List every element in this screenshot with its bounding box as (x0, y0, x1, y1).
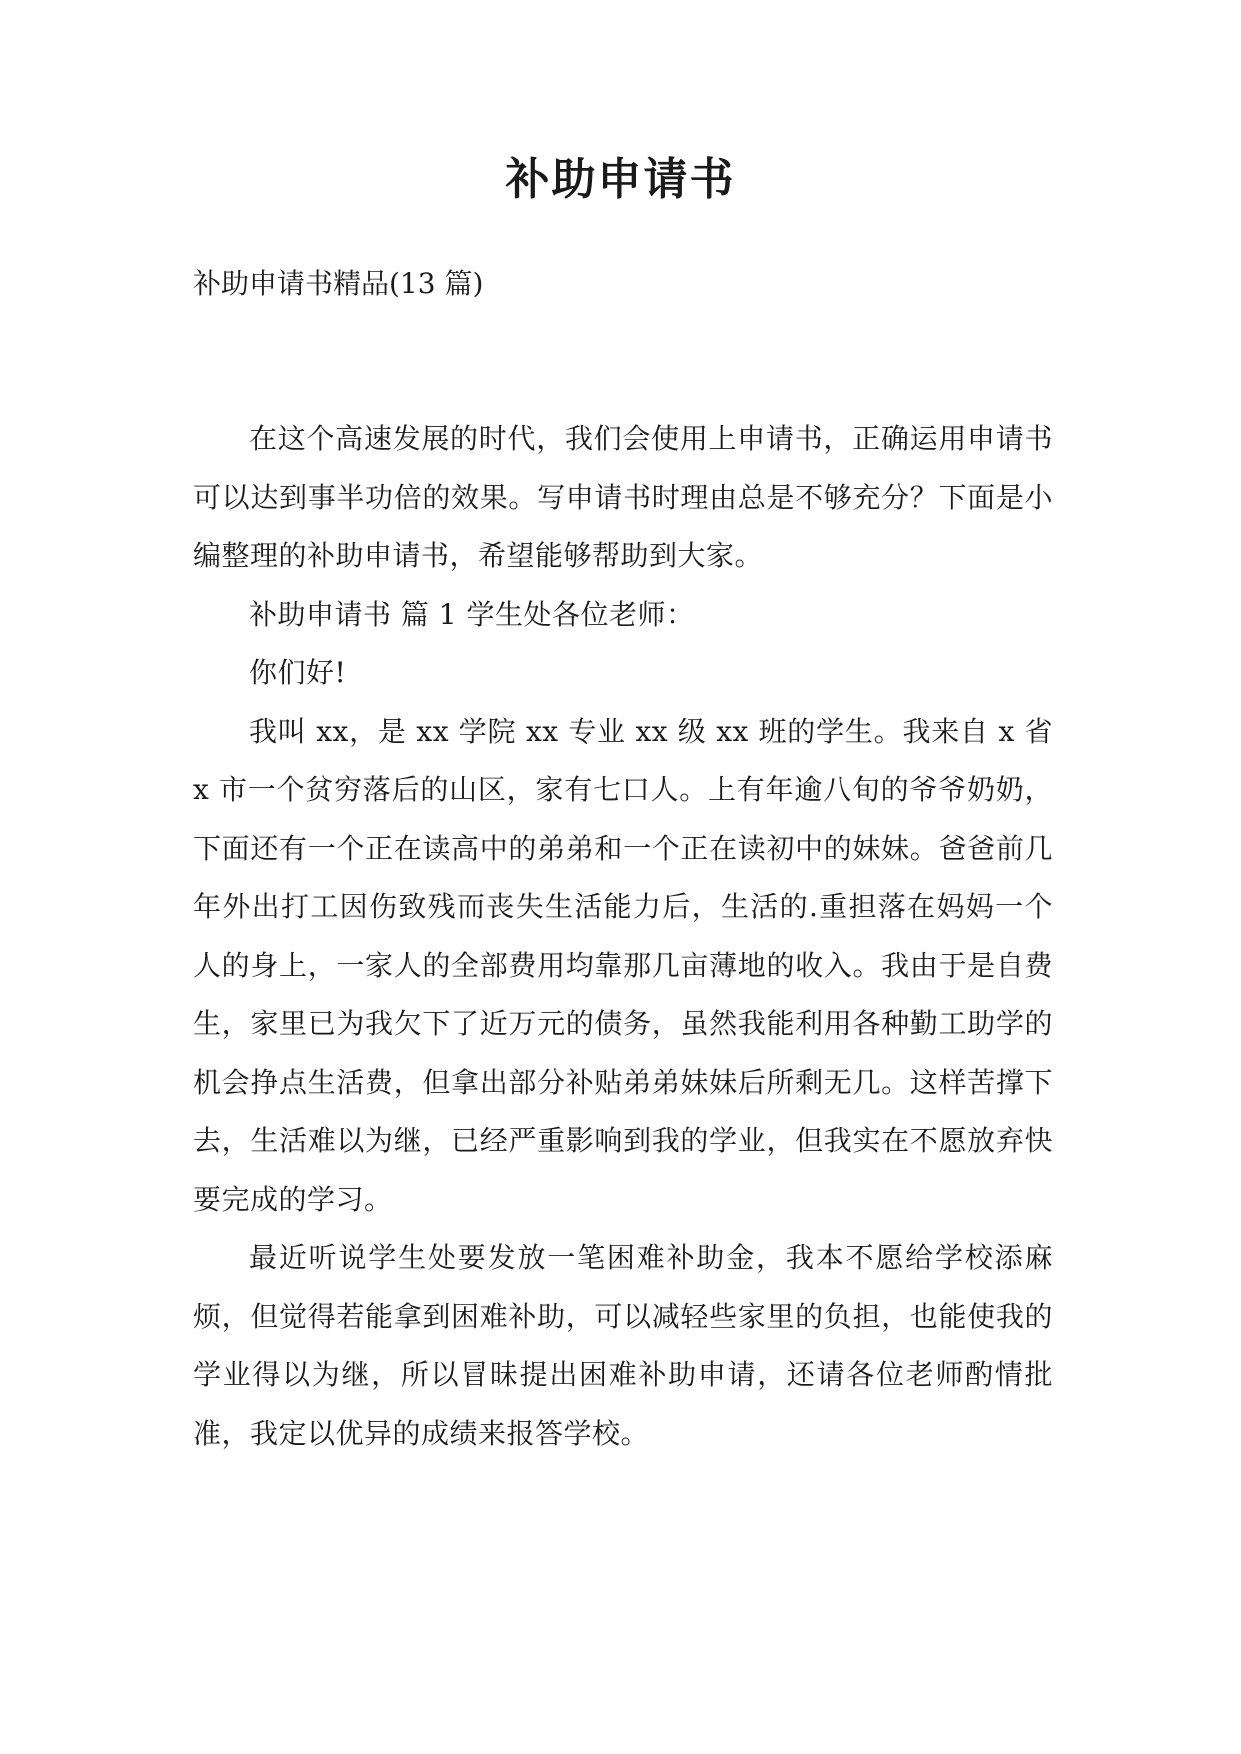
paragraph-request: 最近听说学生处要发放一笔困难补助金，我本不愿给学校添麻烦，但觉得若能拿到困难补助，可以减轻些家里的负担，也能使我的学业得以为继，所以冒昧提出困难补助申请，还请各位老师酌情批准，我定以优异的成绩来报答学校。 (193, 1241, 1053, 1450)
paragraph-intro: 在这个高速发展的时代，我们会使用上申请书，正确运用申请书可以达到事半功倍的效果。写申请书时理由总是不够充分？下面是小编整理的补助申请书，希望能够帮助到大家。 (193, 422, 1053, 572)
document-body (193, 410, 1053, 1463)
document-subtitle: 补助申请书精品(13 篇) (193, 267, 484, 300)
paragraph-salutation: 补助申请书 篇 1 学生处各位老师： (249, 597, 695, 631)
document-title: 补助申请书 (505, 154, 736, 205)
paragraph-background: 我叫 xx，是 xx 学院 xx 专业 xx 级 xx 班的学生。我来自 x 省 x 市一个贫穷落后的山区，家有七口人。上有年逾八旬的爷爷奶奶，下面还有一个正在读高中的弟弟和一个正在读初中的妹妹。爸爸前几年外出打工因伤致残而丧失生活能力后，生活的.重担落在妈妈一个人的身上，一家人的全部费用均靠那几亩薄地的收入。我由于是自费生，家里已为我欠下了近万元的债务，虽然我能利用各种勤工助学的机会挣点生活费，但拿出部分补贴弟弟妹妹后所剩无几。这样苦撑下去，生活难以为继，已经严重影响到我的学业，但我实在不愿放弃快要完成的学习。 (193, 714, 1053, 1216)
paragraph-greeting: 你们好! (249, 656, 347, 689)
